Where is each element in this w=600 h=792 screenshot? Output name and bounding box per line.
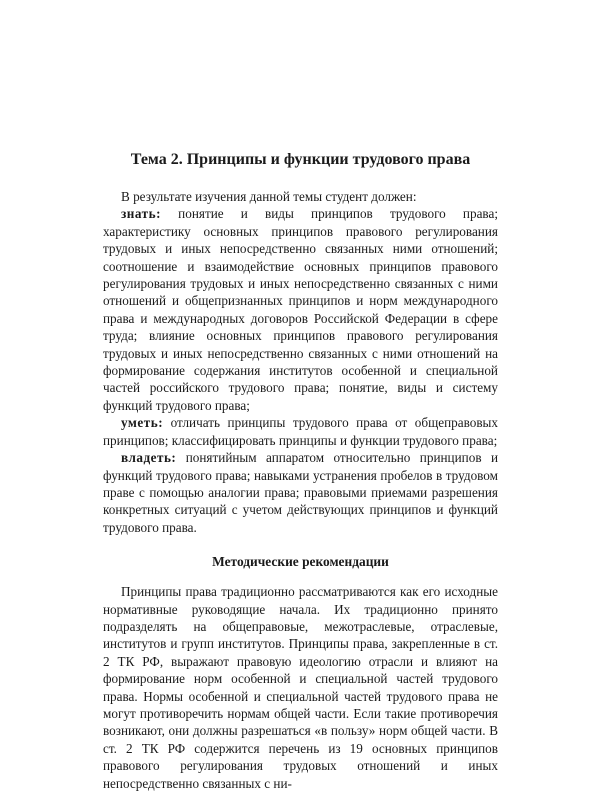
- topic-title: Тема 2. Принципы и функции трудового права: [130, 151, 471, 168]
- know-label: знать:: [121, 206, 161, 222]
- body-paragraph: Принципы права традиционно рассматриваются как его исходные нормативные руководящие начала. Их традиционно принято подразделять на общеправовые, межотраслевые, отраслевые, институтов и групп институтов. Принципы права, закрепленные в ст. 2 ТК РФ, выражают правовую идеологию отрасли и влияют на формирование норм особенной и специальной частей трудового права. Нормы особенной и специальной частей трудового права не могут противоречить нормам общей части. Если такие противоречия возникают, они должны разрешаться «в пользу» норм общей части. В ст. 2 ТК РФ содержится перечень из 19 основных принципов правового регулирования трудовых отношений и иных непосредственно связанных с ни-: [103, 584, 498, 791]
- master-text: понятийным аппаратом относительно принципов и функций трудового права; навыками устранения пробелов в трудовом праве с помощью аналогии права; правовыми приемами разрешения конкретных ситуаций с учетом действующих принципов и функций трудового права.: [103, 450, 499, 535]
- can-label: уметь:: [121, 415, 164, 431]
- master-paragraph: [103, 449, 498, 536]
- intro-paragraph: В результате изучения данной темы студент должен:: [121, 189, 417, 204]
- know-text: понятие и виды принципов трудового права; характеристику основных принципов правового регулирования трудовых и иных непосредственно связанных ними отношений; соотношение и взаимодействие основных принципов правового регулирования трудовых и иных непосредственно связанных с ними отношений и общепризнанных принципов и норм международного права и международных договоров Российской Федерации в сфере труда; влияние основных принципов правового регулирования трудовых и иных непосредственно связанных с ними отношений на формирование содержания институтов особенной и специальной частей российского трудового права; понятие, виды и систему функций трудового права;: [103, 206, 498, 413]
- can-text: отличать принципы трудового права от общеправовых принципов; классифицировать принципы и функции трудового права;: [103, 415, 498, 448]
- master-label: владеть:: [121, 450, 177, 466]
- section-title: Методические рекомендации: [212, 554, 389, 570]
- know-paragraph: [103, 205, 498, 414]
- document-page: [103, 150, 498, 792]
- can-paragraph: [103, 414, 498, 449]
